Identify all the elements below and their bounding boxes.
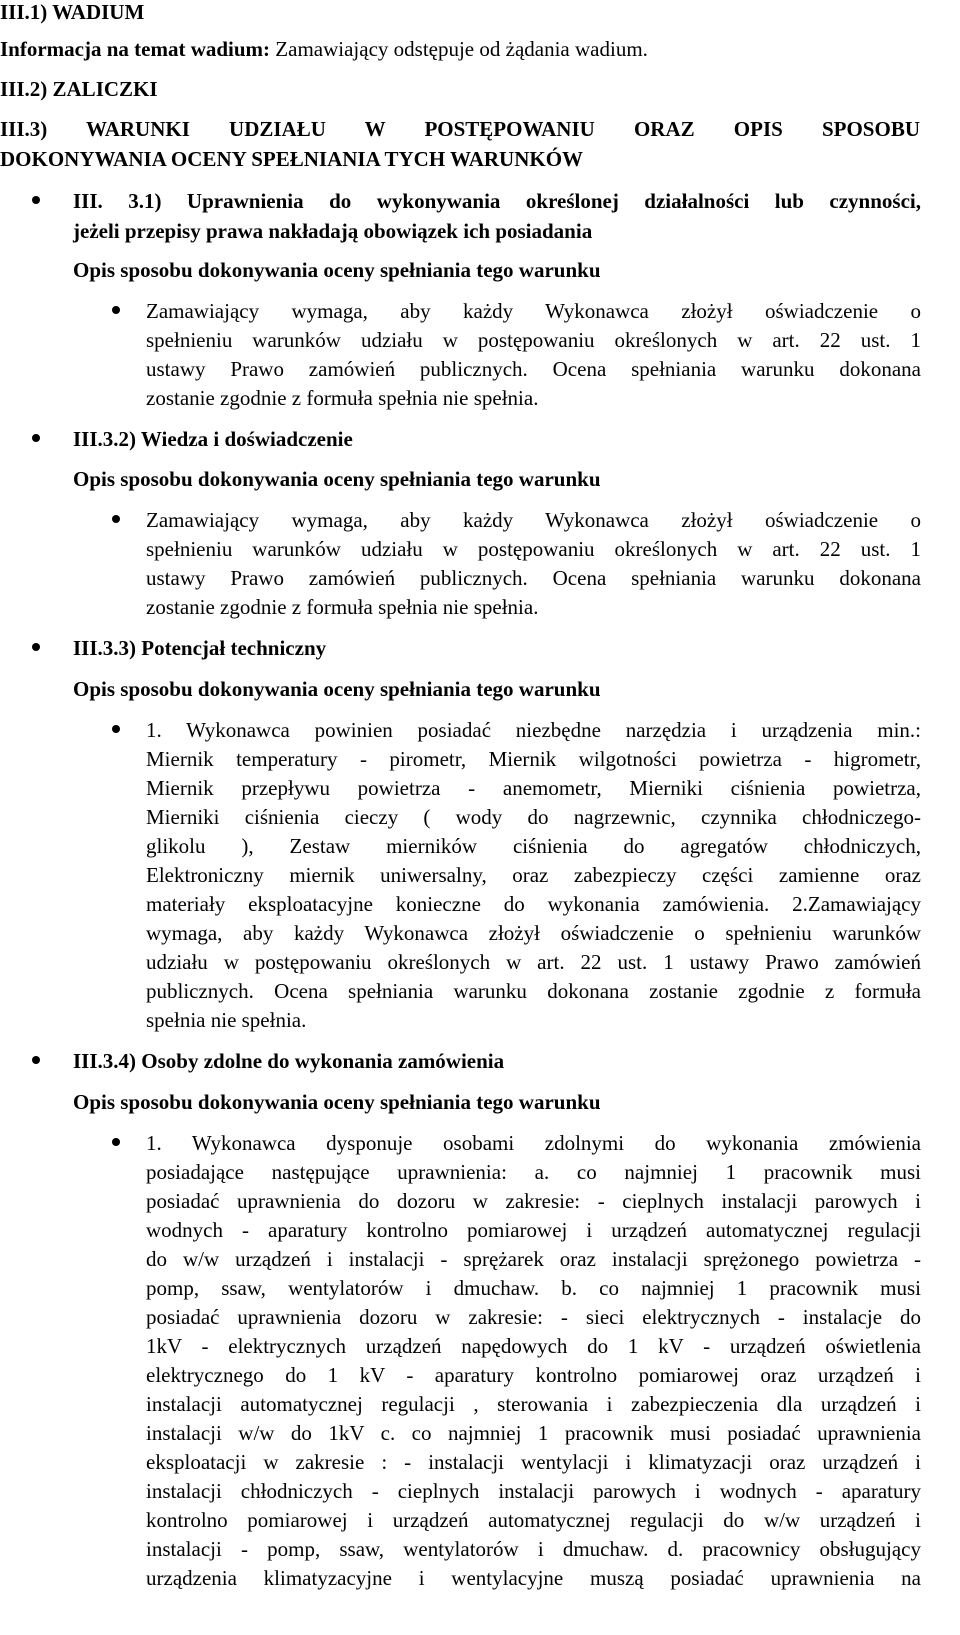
s331-text-line: zostanie zgodnie z formuła spełnia nie spełnia. [146, 386, 539, 410]
s331-text-line: Zamawiający wymaga, aby każdy Wykonawca złożył oświadczenie o [146, 299, 921, 323]
bullet-icon [112, 515, 120, 523]
warunki-heading-line2: DOKONYWANIA OCENY SPEŁNIANIA TYCH WARUNKÓW [0, 147, 584, 171]
wadium-info-label: Informacja na temat wadium: [0, 37, 271, 61]
s331-heading-line1: III. 3.1) Uprawnienia do wykonywania określonej działalności lub czynności, [73, 189, 921, 213]
s332-heading: III.3.2) Wiedza i doświadczenie [73, 427, 353, 451]
s333-text-line: spełnia nie spełnia. [146, 1008, 307, 1032]
s333-text-line: Miernik temperatury - pirometr, Miernik wilgotności powietrza - higrometr, [146, 747, 921, 771]
wadium-heading: III.1) WADIUM [0, 0, 145, 24]
s333-text-line: Elektroniczny miernik uniwersalny, oraz zabezpieczy części zamienne oraz [146, 863, 921, 887]
s334-text-line: elektrycznego do 1 kV - aparatury kontrolno pomiarowej oraz urządzeń i [146, 1363, 921, 1387]
s334-text-line: posiadać uprawnienia dozoru w zakresie: - sieci elektrycznych - instalacje do [146, 1305, 921, 1329]
s333-heading: III.3.3) Potencjał techniczny [73, 636, 327, 660]
s332-opis-heading: Opis sposobu dokonywania oceny spełniania tego warunku [73, 467, 601, 491]
s332-text-line: ustawy Prawo zamówień publicznych. Ocena spełniania warunku dokonana [146, 566, 921, 590]
bullet-icon [32, 643, 40, 651]
s334-text-line: kontrolno pomiarowej i urządzeń automatycznej regulacji do w/w urządzeń i [146, 1508, 921, 1532]
bullet-icon [112, 306, 120, 314]
wadium-info-text: Zamawiający odstępuje od żądania wadium. [275, 37, 648, 61]
s333-text-line: wymaga, aby każdy Wykonawca złożył oświadczenie o spełnieniu warunków [146, 921, 921, 945]
warunki-heading-line1: III.3) WARUNKI UDZIAŁU W POSTĘPOWANIU ORAZ OPIS SPOSOBU [0, 117, 920, 141]
s333-text-line: udziału w postępowaniu określonych w art. 22 ust. 1 ustawy Prawo zamówień [146, 950, 921, 974]
s334-text-line: do w/w urządzeń i instalacji - sprężarek oraz instalacji sprężonego powietrza - [146, 1247, 921, 1271]
s334-text-line: instalacji chłodniczych - cieplnych instalacji parowych i wodnych - aparatury [146, 1479, 921, 1503]
s333-text-line: materiały eksploatacyjne konieczne do wykonania zamówienia. 2.Zamawiający [146, 892, 921, 916]
s334-text-line: instalacji w/w do 1kV c. co najmniej 1 pracownik musi posiadać uprawnienia [146, 1421, 921, 1445]
s334-text-line: pomp, ssaw, wentylatorów i dmuchaw. b. co najmniej 1 pracownik musi [146, 1276, 921, 1300]
s332-text-line: zostanie zgodnie z formuła spełnia nie spełnia. [146, 595, 539, 619]
s333-text-line: Mierniki ciśnienia cieczy ( wody do nagrzewnic, czynnika chłodniczego- [146, 805, 921, 829]
s331-text-line: spełnieniu warunków udziału w postępowaniu określonych w art. 22 ust. 1 [146, 328, 921, 352]
bullet-icon [112, 1138, 120, 1146]
s331-opis-heading: Opis sposobu dokonywania oceny spełniania tego warunku [73, 258, 601, 282]
s333-text-line: Miernik przepływu powietrza - anemometr, Mierniki ciśnienia powietrza, [146, 776, 921, 800]
zaliczki-heading: III.2) ZALICZKI [0, 77, 158, 101]
s334-text-line: wodnych - aparatury kontrolno pomiarowej i urządzeń automatycznej regulacji [146, 1218, 921, 1242]
s334-text-line: posiadać uprawnienia do dozoru w zakresie: - cieplnych instalacji parowych i [146, 1189, 921, 1213]
wadium-info [0, 35, 648, 63]
s334-heading: III.3.4) Osoby zdolne do wykonania zamówienia [73, 1049, 505, 1073]
s334-text-line: instalacji automatycznej regulacji , sterowania i zabezpieczenia dla urządzeń i [146, 1392, 921, 1416]
s334-text-line: posiadające następujące uprawnienia: a. co najmniej 1 pracownik musi [146, 1160, 921, 1184]
bullet-icon [32, 434, 40, 442]
s334-text-line: urządzenia klimatyzacyjne i wentylacyjne muszą posiadać uprawnienia na [146, 1566, 921, 1590]
s334-text-line: 1kV - elektrycznych urządzeń napędowych do 1 kV - urządzeń oświetlenia [146, 1334, 921, 1358]
s332-text-line: Zamawiający wymaga, aby każdy Wykonawca złożył oświadczenie o [146, 508, 921, 532]
s333-text-line: 1. Wykonawca powinien posiadać niezbędne narzędzia i urządzenia min.: [146, 718, 921, 742]
s331-heading-line2: jeżeli przepisy prawa nakładają obowiązek ich posiadania [73, 219, 593, 243]
s334-text-line: instalacji - pomp, ssaw, wentylatorów i dmuchaw. d. pracownicy obsługujący [146, 1537, 921, 1561]
s332-text-line: spełnieniu warunków udziału w postępowaniu określonych w art. 22 ust. 1 [146, 537, 921, 561]
bullet-icon [32, 1056, 40, 1064]
s334-text-line: eksploatacji w zakresie : - instalacji wentylacji i klimatyzacji oraz urządzeń i [146, 1450, 921, 1474]
s331-text-line: ustawy Prawo zamówień publicznych. Ocena spełniania warunku dokonana [146, 357, 921, 381]
s333-opis-heading: Opis sposobu dokonywania oceny spełniania tego warunku [73, 677, 601, 701]
s333-text-line: publicznych. Ocena spełniania warunku dokonana zostanie zgodnie z formuła [146, 979, 921, 1003]
bullet-icon [112, 725, 120, 733]
s333-text-line: glikolu ), Zestaw mierników ciśnienia do agregatów chłodniczych, [146, 834, 921, 858]
s334-text-line: 1. Wykonawca dysponuje osobami zdolnymi do wykonania zmówienia [146, 1131, 921, 1155]
s334-opis-heading: Opis sposobu dokonywania oceny spełniania tego warunku [73, 1090, 601, 1114]
bullet-icon [32, 196, 40, 204]
